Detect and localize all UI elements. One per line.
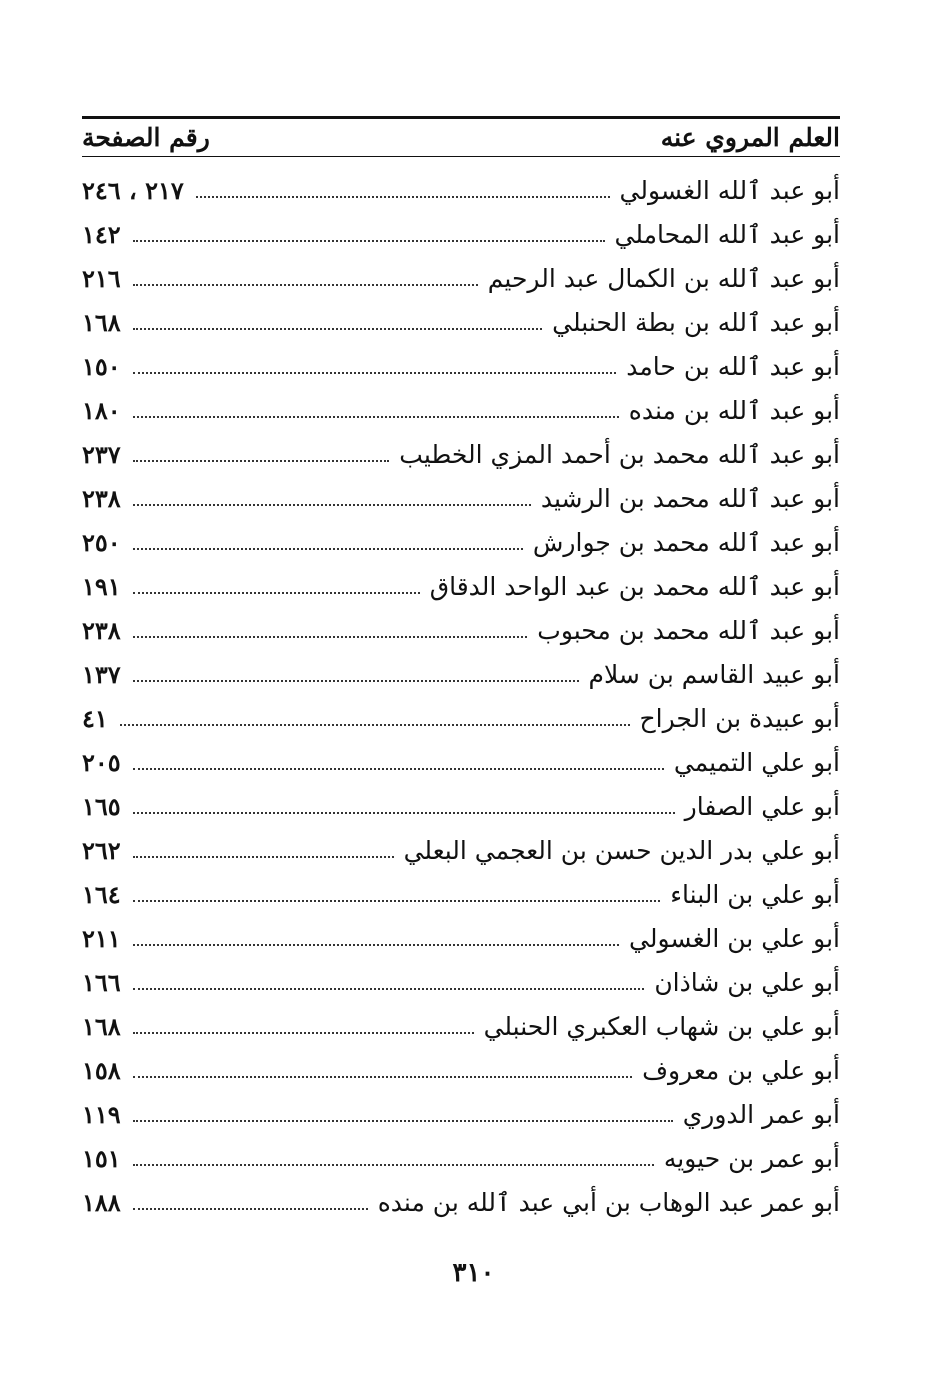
dot-leader (133, 636, 528, 638)
index-entry (82, 1092, 840, 1136)
index-entry (82, 1180, 840, 1224)
entry-name: أبو عبد ٱلله بن الكمال عبد الرحيم (487, 263, 840, 293)
entry-name: أبو علي الصفار (684, 791, 840, 821)
entry-name: أبو علي التميمي (673, 747, 840, 777)
index-entry (82, 872, 840, 916)
entry-page: ١١٩ (82, 1099, 121, 1129)
entry-name: أبو عمر الدوري (682, 1099, 840, 1129)
entry-name: أبو عبد ٱلله بن حامد (626, 351, 840, 381)
dot-leader (133, 240, 605, 242)
index-entry (82, 256, 840, 300)
dot-leader (133, 1208, 368, 1210)
dot-leader (120, 724, 630, 726)
dot-leader (133, 812, 675, 814)
entry-page: ١٦٨ (82, 307, 121, 337)
entry-page: ١٣٧ (82, 659, 121, 689)
index-entry (82, 300, 840, 344)
dot-leader (133, 900, 661, 902)
dot-leader (133, 548, 523, 550)
index-entry (82, 960, 840, 1004)
entry-page: ١٥٠ (82, 351, 121, 381)
dot-leader (133, 988, 645, 990)
page-number: ٣١٠ (452, 1258, 495, 1288)
dot-leader (133, 460, 390, 462)
entry-page: ١٩١ (82, 571, 121, 601)
entry-page: ٢٥٠ (82, 527, 121, 557)
entry-name: أبو عبد ٱلله محمد بن الرشيد (540, 483, 840, 513)
index-entries (82, 168, 840, 1224)
entry-page: ٢١١ (82, 923, 121, 953)
entry-name: أبو علي بن شهاب العكبري الحنبلي (483, 1011, 840, 1041)
index-entry (82, 520, 840, 564)
dot-leader (133, 1032, 474, 1034)
header-rule (82, 156, 840, 157)
dot-leader (133, 416, 619, 418)
entry-page: ١٥٨ (82, 1055, 121, 1085)
index-entry (82, 212, 840, 256)
index-entry (82, 740, 840, 784)
dot-leader (133, 284, 478, 286)
dot-leader (133, 592, 420, 594)
entry-name: أبو عبد ٱلله الغسولي (619, 175, 840, 205)
index-entry (82, 388, 840, 432)
entry-name: أبو عبد ٱلله محمد بن جوارش (532, 527, 840, 557)
entry-page: ٤١ (82, 703, 108, 733)
entry-name: أبو علي بن شاذان (654, 967, 840, 997)
dot-leader (133, 1164, 654, 1166)
entry-page: ٢١٦ (82, 263, 121, 293)
entry-name: أبو عبيد القاسم بن سلام (588, 659, 840, 689)
index-entry (82, 1004, 840, 1048)
index-entry (82, 784, 840, 828)
dot-leader (133, 504, 531, 506)
entry-name: أبو علي بن الغسولي (629, 923, 840, 953)
index-entry (82, 344, 840, 388)
entry-name: أبو عبد ٱلله بن بطة الحنبلي (552, 307, 840, 337)
index-entry (82, 608, 840, 652)
entry-page: ٢٣٨ (82, 615, 121, 645)
index-entry (82, 652, 840, 696)
index-entry (82, 1048, 840, 1092)
header-title: العلم المروي عنه (660, 122, 840, 152)
dot-leader (133, 1076, 632, 1078)
index-entry (82, 476, 840, 520)
entry-name: أبو عبد ٱلله المحاملي (614, 219, 840, 249)
entry-page: ١٤٢ (82, 219, 121, 249)
entry-page: ١٦٨ (82, 1011, 121, 1041)
entry-page: ١٦٤ (82, 879, 121, 909)
dot-leader (133, 680, 579, 682)
index-entry (82, 1136, 840, 1180)
index-entry (82, 916, 840, 960)
entry-page: ١٨٨ (82, 1187, 121, 1217)
entry-name: أبو علي بن البناء (670, 879, 840, 909)
entry-page: ٢٣٨ (82, 483, 121, 513)
index-entry (82, 168, 840, 212)
entry-name: أبو عبيدة بن الجراح (639, 703, 840, 733)
entry-page: ٢١٧ ، ٢٤٦ (82, 175, 184, 205)
entry-page: ١٥١ (82, 1143, 121, 1173)
header-page-column: رقم الصفحة (82, 122, 210, 152)
entry-page: ٢٠٥ (82, 747, 121, 777)
index-entry (82, 564, 840, 608)
entry-name: أبو علي بن معروف (642, 1055, 840, 1085)
dot-leader (133, 768, 664, 770)
dot-leader (133, 1120, 673, 1122)
entry-name: أبو عمر عبد الوهاب بن أبي عبد ٱلله بن منده (377, 1187, 840, 1217)
index-entry (82, 696, 840, 740)
entry-name: أبو عمر بن حيويه (663, 1143, 840, 1173)
index-entry (82, 828, 840, 872)
entry-name: أبو عبد ٱلله بن منده (628, 395, 840, 425)
entry-page: ٢٣٧ (82, 439, 121, 469)
dot-leader (133, 328, 542, 330)
dot-leader (133, 372, 617, 374)
entry-page: ١٨٠ (82, 395, 121, 425)
index-header (82, 117, 840, 157)
entry-name: أبو عبد ٱلله محمد بن محبوب (537, 615, 840, 645)
entry-name: أبو علي بدر الدين حسن بن العجمي البعلي (403, 835, 840, 865)
dot-leader (196, 196, 610, 198)
dot-leader (133, 856, 394, 858)
dot-leader (133, 944, 619, 946)
index-entry (82, 432, 840, 476)
entry-name: أبو عبد ٱلله محمد بن عبد الواحد الدقاق (429, 571, 840, 601)
entry-page: ١٦٦ (82, 967, 121, 997)
entry-page: ٢٦٢ (82, 835, 121, 865)
entry-page: ١٦٥ (82, 791, 121, 821)
entry-name: أبو عبد ٱلله محمد بن أحمد المزي الخطيب (399, 439, 840, 469)
